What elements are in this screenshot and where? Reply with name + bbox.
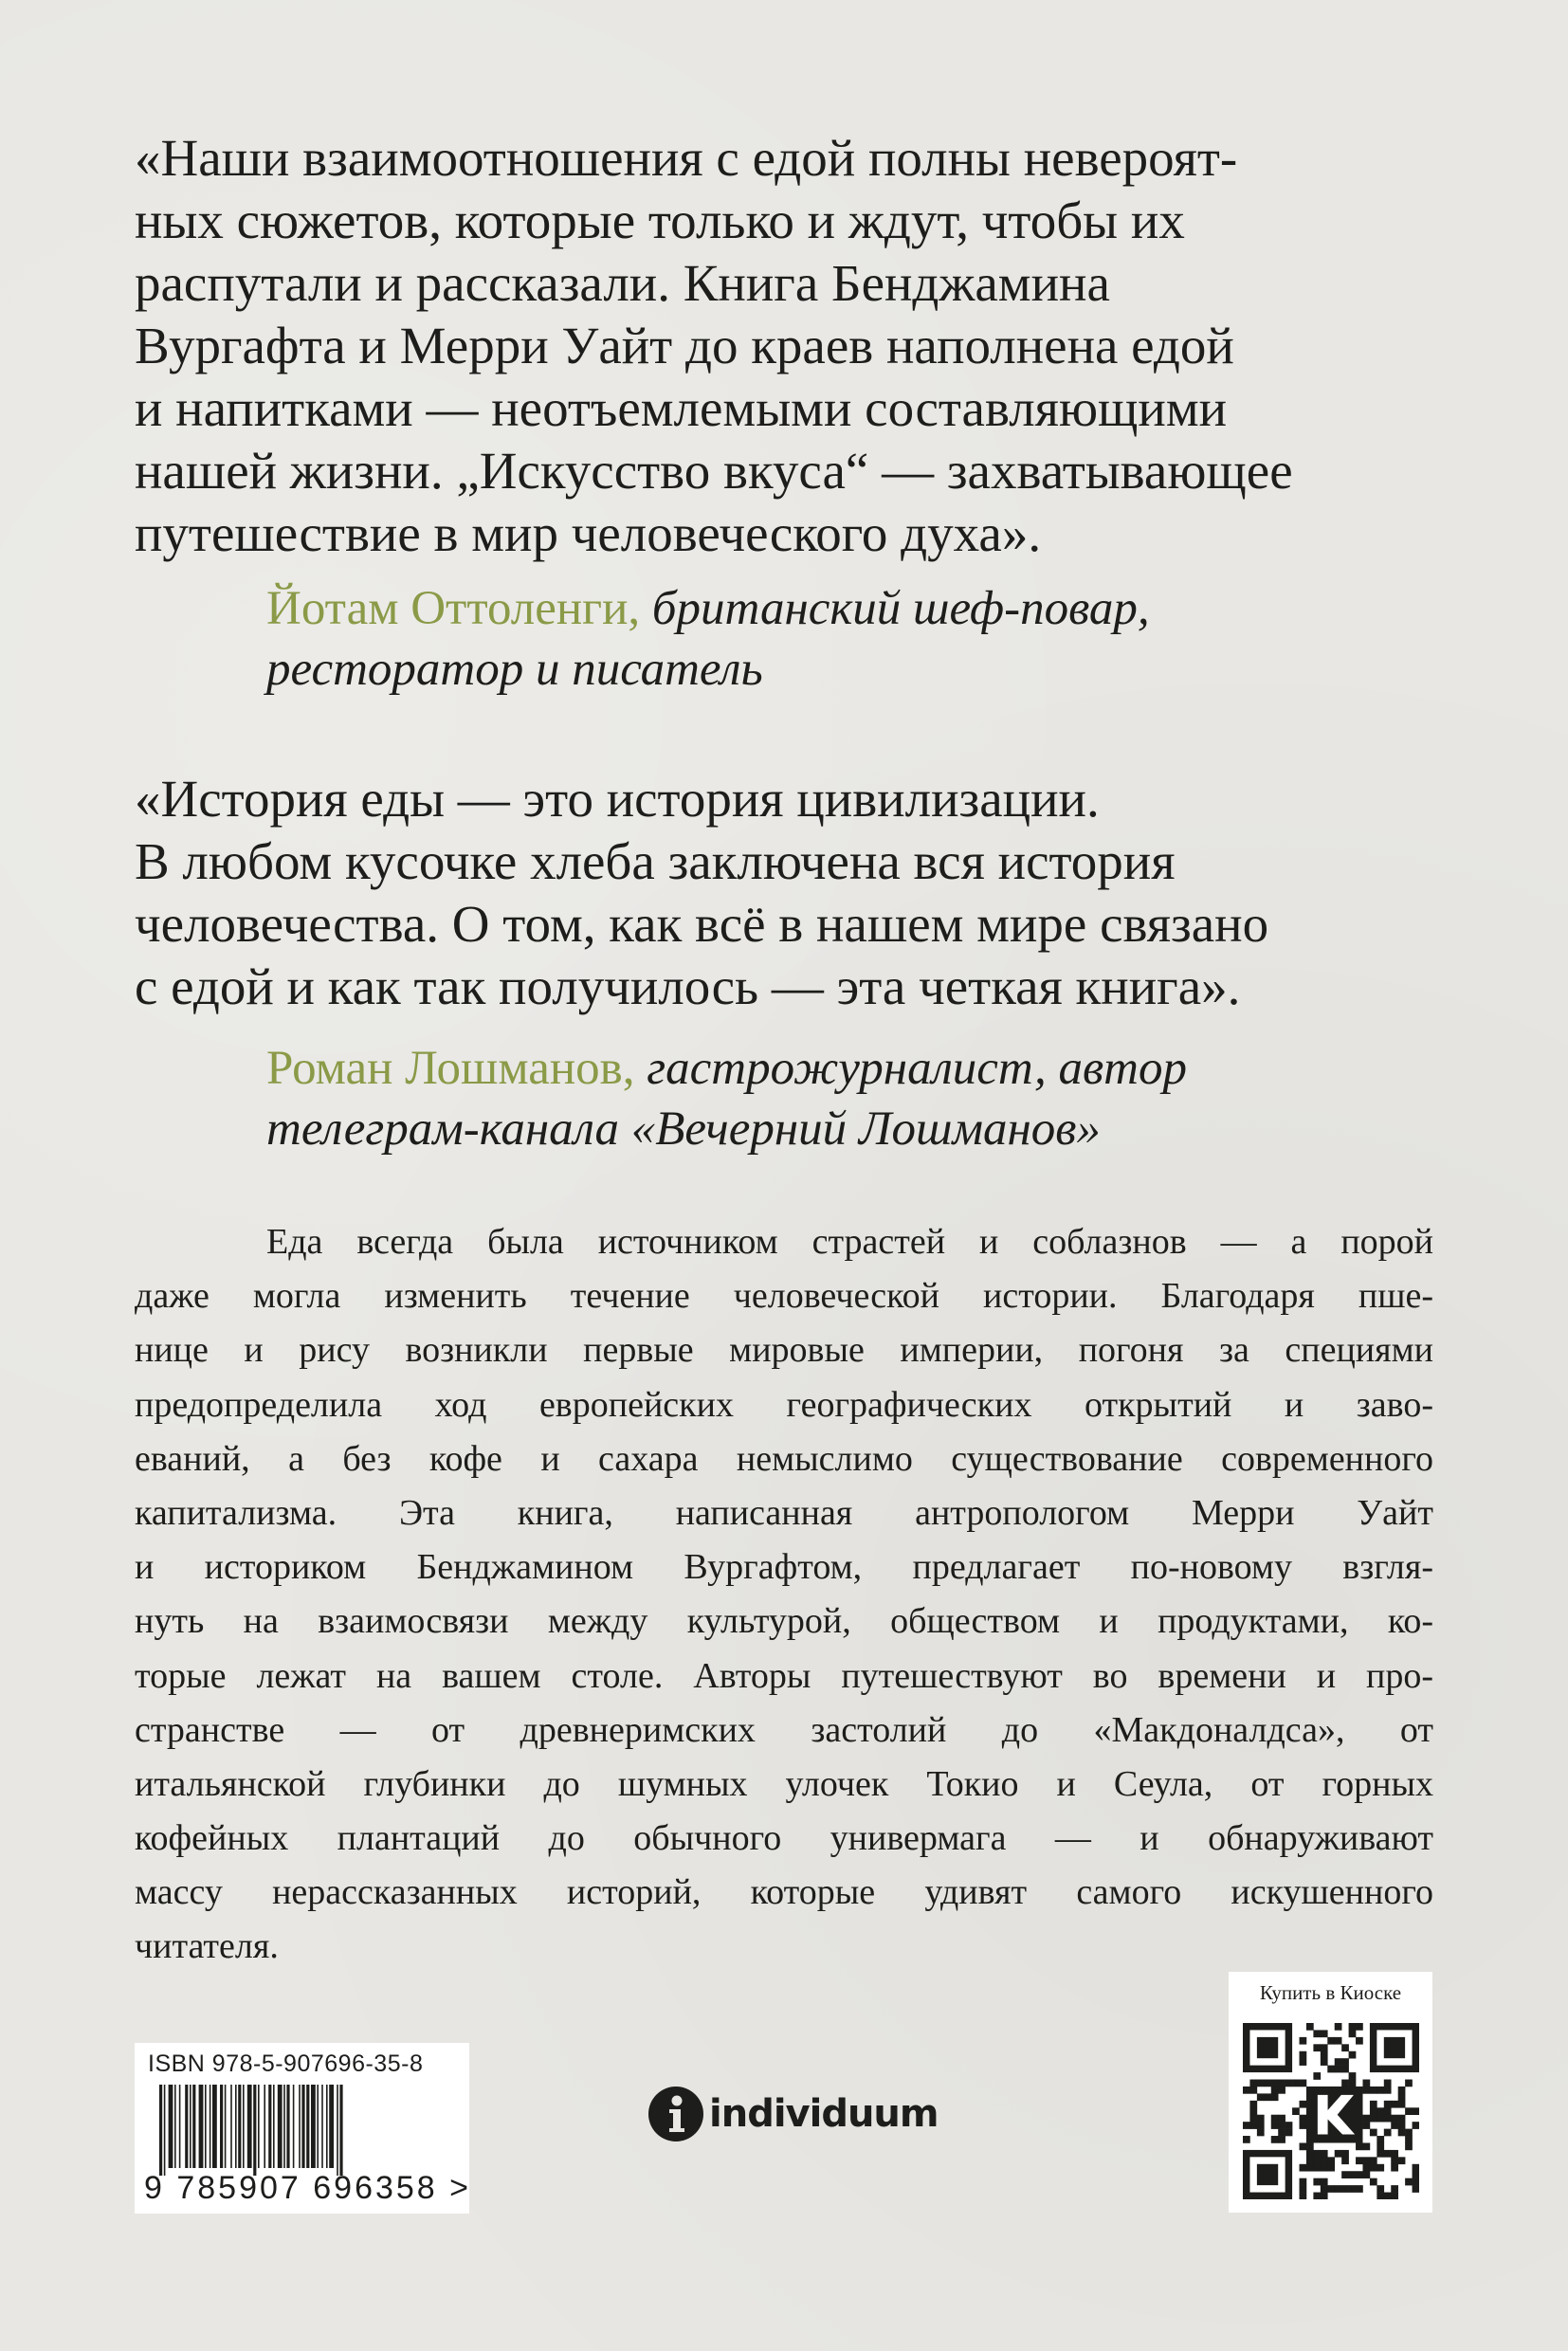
quote-line: «Наши взаимоотношения с едой полны невероят- [135, 129, 1238, 187]
description-line: кофейных плантаций до обычного универмага — и обнаруживают [135, 1818, 1433, 1859]
qr-caption: Купить в Киоске [1259, 1981, 1402, 2004]
quote-line: и напитками — неотъемлемыми составляющими [135, 379, 1228, 437]
quote-line: с едой и как так получилось — эта четкая книга». [135, 957, 1241, 1015]
description-line: Еда всегда была источником страстей и соблазнов — а порой [266, 1222, 1433, 1262]
quote-ottolenghi [135, 127, 1462, 565]
publisher-logo-icon [648, 2087, 703, 2141]
description-line: итальянской глубинки до шумных улочек Токио и Сеула, от горных [135, 1763, 1433, 1804]
attribution-loshmanov [266, 1038, 1499, 1159]
publisher-name: individuum [709, 2092, 939, 2136]
quote-line: нашей жизни. „Искусство вкуса“ — захватывающее [135, 442, 1293, 500]
description-line: торые лежат на вашем столе. Авторы путешествуют во времени и про- [135, 1655, 1433, 1696]
description-line: даже могла изменить течение человеческой истории. Благодаря пше- [135, 1276, 1433, 1317]
publisher-logo [648, 2084, 939, 2144]
attribution-name: Роман Лошманов, [266, 1042, 635, 1095]
attribution-role: гастрожурналист, автор [647, 1042, 1188, 1095]
attribution-name: Йотам Оттоленги, [266, 582, 641, 635]
description-line: предопределила ход европейских географических открытий и заво- [135, 1384, 1433, 1425]
qr-block [1229, 1972, 1432, 2213]
description-line: капитализма. Эта книга, написанная антропологом Мерри Уайт [135, 1492, 1433, 1533]
quote-line: распутали и рассказали. Книга Бенджамина [135, 254, 1110, 312]
attribution-ottolenghi [266, 578, 1499, 700]
quote-loshmanov [135, 768, 1462, 1018]
quote-line: ных сюжетов, которые только и ждут, чтобы их [135, 191, 1185, 249]
quote-line: Вургафта и Мерри Уайт до краев наполнена едой [135, 317, 1234, 374]
description-line: еваний, а без кофе и сахара немыслимо существование современного [135, 1438, 1433, 1479]
quote-line: человечества. О том, как всё в нашем мире связано [135, 895, 1269, 953]
barcode-digits: 9 785907 696358 > [144, 2170, 472, 2206]
description-line: читателя. [135, 1926, 279, 1967]
description-line: массу нерассказанных историй, которые удивят самого искушенного [135, 1872, 1433, 1913]
isbn-barcode [135, 2043, 472, 2214]
qr-code-icon[interactable] [1243, 2023, 1419, 2199]
attribution-role: ресторатор и писатель [266, 643, 763, 696]
description-line: нуть на взаимосвязи между культурой, обществом и продуктами, ко- [135, 1601, 1433, 1642]
attribution-role: британский шеф-повар, [651, 582, 1150, 635]
isbn-label: ISBN 978-5-907696-35-8 [148, 2050, 424, 2077]
quote-line: В любом кусочке хлеба заключена вся история [135, 832, 1176, 890]
attribution-role: телеграм-канала «Вечерний Лошманов» [266, 1103, 1101, 1156]
description-line: и историком Бенджамином Вургафтом, предлагает по-новому взгля- [135, 1547, 1433, 1588]
quote-line: «История еды — это история цивилизации. [135, 770, 1100, 828]
book-description [135, 1215, 1433, 1975]
quote-line: путешествие в мир человеческого духа». [135, 504, 1042, 562]
description-line: нице и рису возникли первые мировые империи, погоня за специями [135, 1330, 1433, 1371]
description-line: странстве — от древнеримских застолий до «Макдоналдса», от [135, 1709, 1433, 1750]
